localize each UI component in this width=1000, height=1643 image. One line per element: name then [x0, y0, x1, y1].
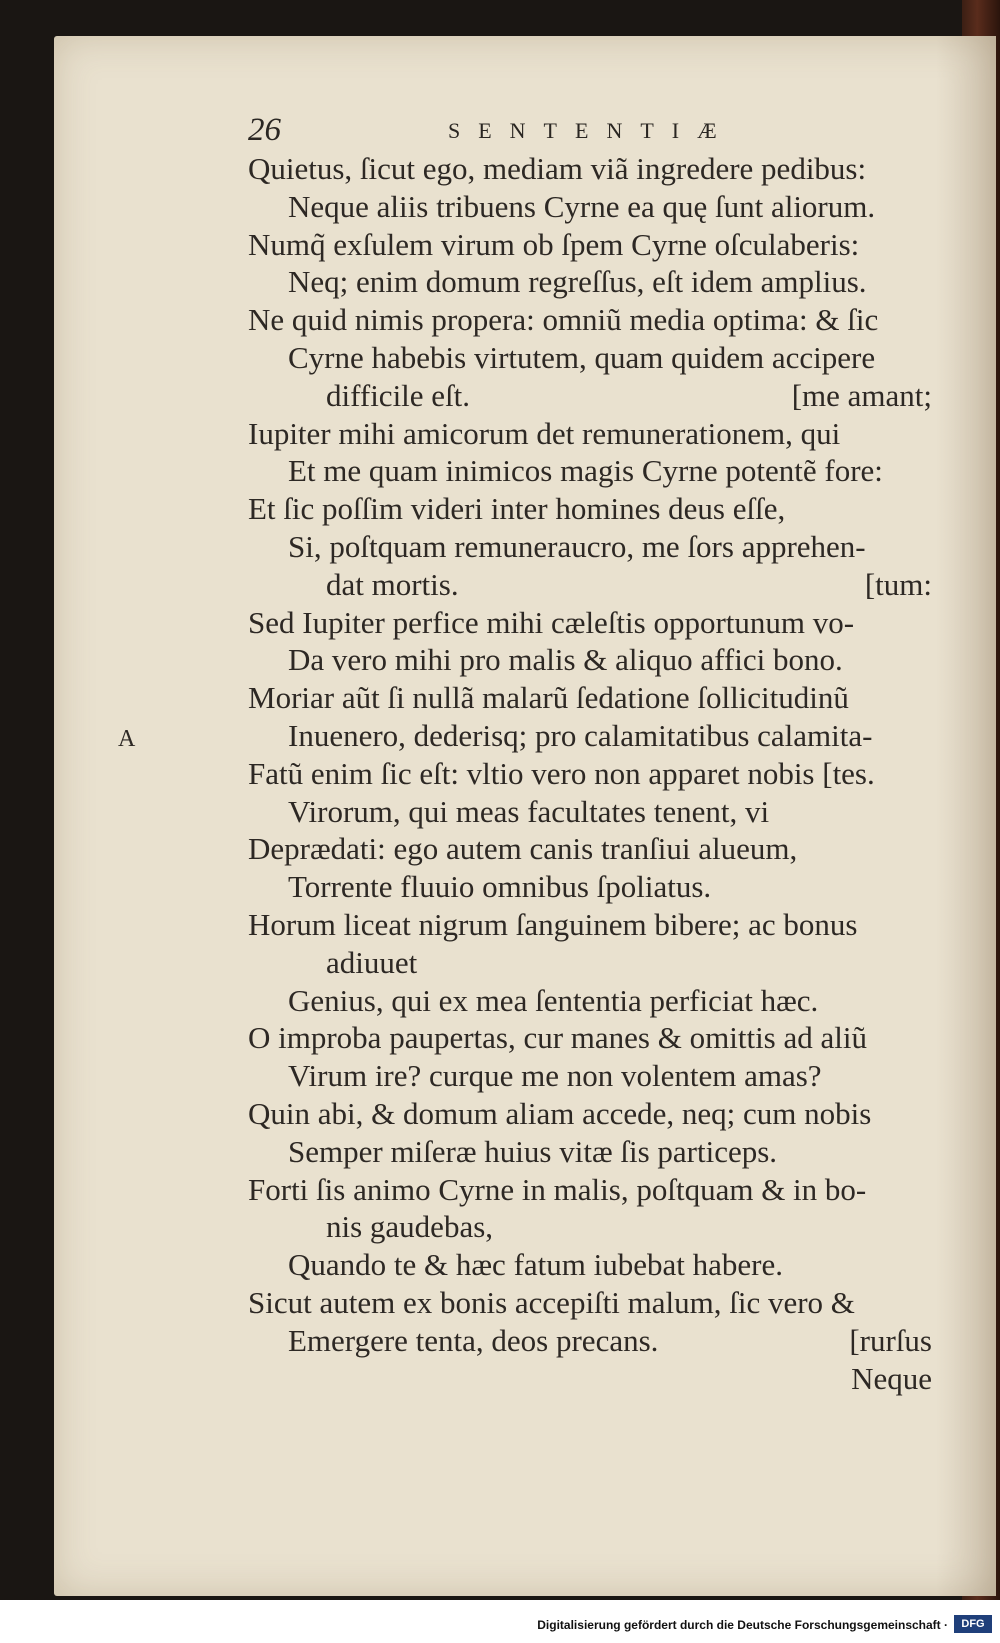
verse-line: [248, 1360, 968, 1398]
verse-line-text: difficile eſt.: [326, 377, 471, 413]
verse-line-text: Virorum, qui meas facultates tenent, vi: [288, 793, 770, 829]
verse-line: [248, 1284, 968, 1322]
verse-line-text: Deprædati: ego autem canis tranſiui alueum,: [248, 831, 798, 867]
verse-line: [248, 301, 968, 339]
margin-mark: A: [118, 726, 136, 752]
verse-line: [248, 339, 968, 377]
verse-line: [248, 641, 968, 679]
verse-line: [248, 906, 968, 944]
verse-line-text: Da vero mihi pro malis & aliquo affici bono.: [288, 642, 843, 678]
verse-line: [248, 377, 968, 415]
verse-line-text: Moriar aũt ſi nullã malarũ ſedatione ſollicitudinũ: [248, 680, 849, 716]
page-number: 26: [248, 112, 281, 148]
verse-line: [248, 150, 968, 188]
verse-line-text: Neque: [851, 1360, 932, 1396]
verse-line-text: Et me quam inimicos magis Cyrne potentẽ fore:: [288, 453, 883, 489]
verse-line: [248, 604, 968, 642]
digitization-footer: [0, 1600, 1000, 1643]
verse-line: [248, 755, 968, 793]
catchword-continuation: [rurſus: [849, 1322, 932, 1358]
verse-line-text: Et ſic poſſim videri inter homines deus eſſe,: [248, 491, 786, 527]
verse-line: [248, 679, 968, 717]
verse-line: [248, 717, 968, 755]
verse-line: [248, 566, 968, 604]
verse-line: [248, 1057, 968, 1095]
verse-line: [248, 1095, 968, 1133]
verse-line-text: Inuenero, dederisq; pro calamitatibus calamita-: [288, 717, 873, 753]
verse-line-text: Numq̃ exſulem virum ob ſpem Cyrne oſculaberis:: [248, 226, 860, 262]
verse-line: [248, 868, 968, 906]
verse-line-text: nis gaudebas,: [326, 1209, 494, 1245]
verse-line-text: Quin abi, & domum aliam accede, neq; cum nobis: [248, 1095, 872, 1131]
dfg-logo: DFG: [954, 1615, 992, 1633]
verse-line-text: Forti ſis animo Cyrne in malis, poſtquam & in bo-: [248, 1171, 867, 1207]
running-head: SENTENTIÆ: [448, 118, 735, 143]
verse-line: [248, 490, 968, 528]
verse-line: [248, 1208, 968, 1246]
verse-line-text: Horum liceat nigrum ſanguinem bibere; ac bonus: [248, 906, 858, 942]
verse-line-text: Iupiter mihi amicorum det remunerationem, qui: [248, 415, 841, 451]
verse-line: [248, 452, 968, 490]
verse-text-block: [248, 150, 968, 1397]
catchword-continuation: [me amant;: [791, 377, 932, 413]
verse-line-text: Quietus, ſicut ego, mediam viã ingredere pedibus:: [248, 151, 867, 186]
catchword-continuation: [tum:: [864, 566, 932, 602]
verse-line-text: O improba paupertas, cur manes & omittis ad aliũ: [248, 1020, 867, 1056]
verse-line: [248, 1133, 968, 1171]
verse-line: [248, 793, 968, 831]
verse-line: [248, 226, 968, 264]
verse-line-text: adiuuet: [326, 944, 418, 980]
verse-line-text: dat mortis.: [326, 566, 459, 602]
verse-line: [248, 263, 968, 301]
verse-line-text: Torrente fluuio omnibus ſpoliatus.: [288, 869, 712, 905]
verse-line: [248, 1246, 968, 1284]
page-header: [248, 112, 948, 152]
verse-line: [248, 982, 968, 1020]
verse-line-text: Fatũ enim ſic eſt: vltio vero non apparet nobis [tes.: [248, 755, 875, 791]
verse-line: [248, 1322, 968, 1360]
verse-line-text: Virum ire? curque me non volentem amas?: [288, 1058, 822, 1094]
verse-line: [248, 1019, 968, 1057]
verse-line-text: Sicut autem ex bonis accepiſti malum, ſic vero &: [248, 1284, 855, 1320]
verse-line: [248, 830, 968, 868]
verse-line-text: Cyrne habebis virtutem, quam quidem accipere: [288, 339, 876, 375]
verse-line: [248, 944, 968, 982]
verse-line: [248, 188, 968, 226]
verse-line-text: Si, poſtquam remuneraucro, me ſors apprehen-: [288, 528, 866, 564]
funding-notice: Digitalisierung gefördert durch die Deutsche Forschungsgemeinschaft ·: [537, 1618, 948, 1632]
verse-line-text: Neq; enim domum regreſſus, eſt idem amplius.: [288, 264, 867, 300]
verse-line-text: Ne quid nimis propera: omniũ media optima: & ſic: [248, 302, 879, 338]
verse-line-text: Neque aliis tribuens Cyrne ea quę ſunt aliorum.: [288, 188, 876, 224]
verse-line: [248, 1171, 968, 1209]
verse-line-text: Semper miſeræ huius vitæ ſis particeps.: [288, 1133, 778, 1169]
verse-line: [248, 528, 968, 566]
verse-line-text: Sed Iupiter perfice mihi cæleſtis opportunum vo-: [248, 604, 855, 640]
verse-line-text: Quando te & hæc fatum iubebat habere.: [288, 1247, 783, 1283]
verse-line-text: Genius, qui ex mea ſententia perficiat hæc.: [288, 982, 819, 1018]
verse-line: [248, 415, 968, 453]
verse-line-text: Emergere tenta, deos precans.: [288, 1322, 659, 1358]
